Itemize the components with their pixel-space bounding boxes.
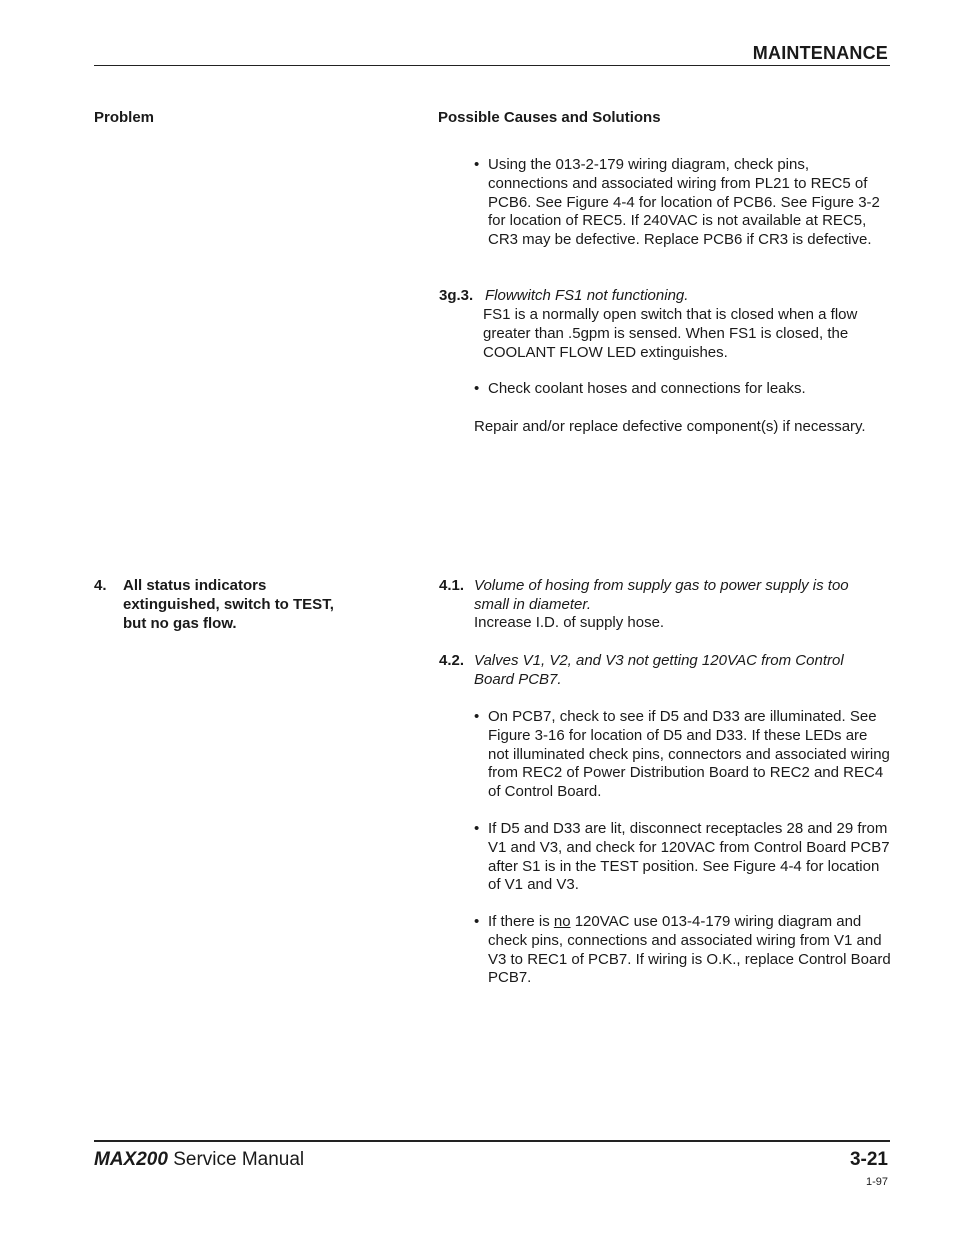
bullet-text-start: If there is — [488, 913, 554, 930]
bullet-item — [474, 380, 890, 399]
bullet-item — [474, 708, 892, 802]
item-body: FS1 is a normally open switch that is closed when a flow greater than .5gpm is sensed. When FS1 is closed, the COOLANT FLOW LED extinguishes. — [483, 306, 858, 361]
item-title: Flowwitch FS1 not functioning. — [485, 287, 689, 304]
item-number: 4.2. — [439, 652, 465, 669]
revision-date: 1-97 — [865, 1176, 888, 1188]
column-heading-causes: Possible Causes and Solutions — [438, 109, 661, 126]
repair-note: Repair and/or replace defective component(s) if necessary. — [474, 418, 866, 435]
column-heading-problem: Problem — [94, 109, 155, 126]
bullet-item — [474, 820, 892, 895]
manual-name: Service Manual — [173, 1149, 305, 1170]
bullet-dot: • — [474, 156, 480, 173]
item-number: 3g.3. — [439, 287, 474, 304]
bullet-text: Check coolant hoses and connections for leaks. — [488, 380, 806, 397]
bullet-item — [474, 156, 890, 250]
bullet-text: If D5 and D33 are lit, disconnect receptacles 28 and 29 from V1 and V3, and check for 120VAC from Control Board PCB7 after S1 is in the TEST position. See Figure 4-4 for location of V1 and V3. — [488, 820, 890, 894]
footer-rule — [94, 1140, 890, 1142]
bullet-text-end: 120VAC use 013-4-179 wiring diagram and check pins, connections and associated wiring from V1 and V3 to REC1 of PCB7. If wiring is O.K., replace Control Board PCB7. — [488, 913, 891, 987]
item-body: Increase I.D. of supply hose. — [474, 614, 665, 631]
problem-text: All status indicators extinguished, switch to TEST, but no gas flow. — [123, 577, 334, 632]
bullet-dot: • — [474, 708, 480, 725]
bullet-item — [474, 913, 892, 988]
bullet-text: On PCB7, check to see if D5 and D33 are illuminated. See Figure 3-16 for location of D5 and D33. If these LEDs are not illuminated check pins, connectors and associated wiring from REC2 of Power Distribution Board to REC2 and REC4 of Control Board. — [488, 708, 890, 801]
bullet-text: Using the 013-2-179 wiring diagram, check pins, connections and associated wiring from PL21 to REC5 of PCB6. See Figure 4-4 for location of PCB6. See Figure 3-2 for location of REC5. If 240VAC is not available at REC5, CR3 may be defective. Replace PCB6 if CR3 is defective. — [488, 156, 880, 249]
product-brand: MAX200 — [94, 1149, 168, 1170]
item-title: Volume of hosing from supply gas to power supply is too small in diameter. — [474, 577, 849, 613]
page-number: 3-21 — [849, 1149, 888, 1170]
bullet-dot: • — [474, 913, 480, 930]
emphasis-no: no — [553, 913, 571, 930]
bullet-dot: • — [474, 380, 480, 397]
item-title: Valves V1, V2, and V3 not getting 120VAC from Control Board PCB7. — [474, 652, 844, 688]
section-title: MAINTENANCE — [752, 43, 888, 63]
bullet-text — [488, 913, 892, 988]
bullet-dot: • — [474, 820, 480, 837]
problem-number: 4. — [94, 577, 107, 594]
header-rule — [94, 65, 890, 66]
item-number: 4.1. — [439, 577, 465, 594]
footer-manual-title — [94, 1149, 304, 1171]
